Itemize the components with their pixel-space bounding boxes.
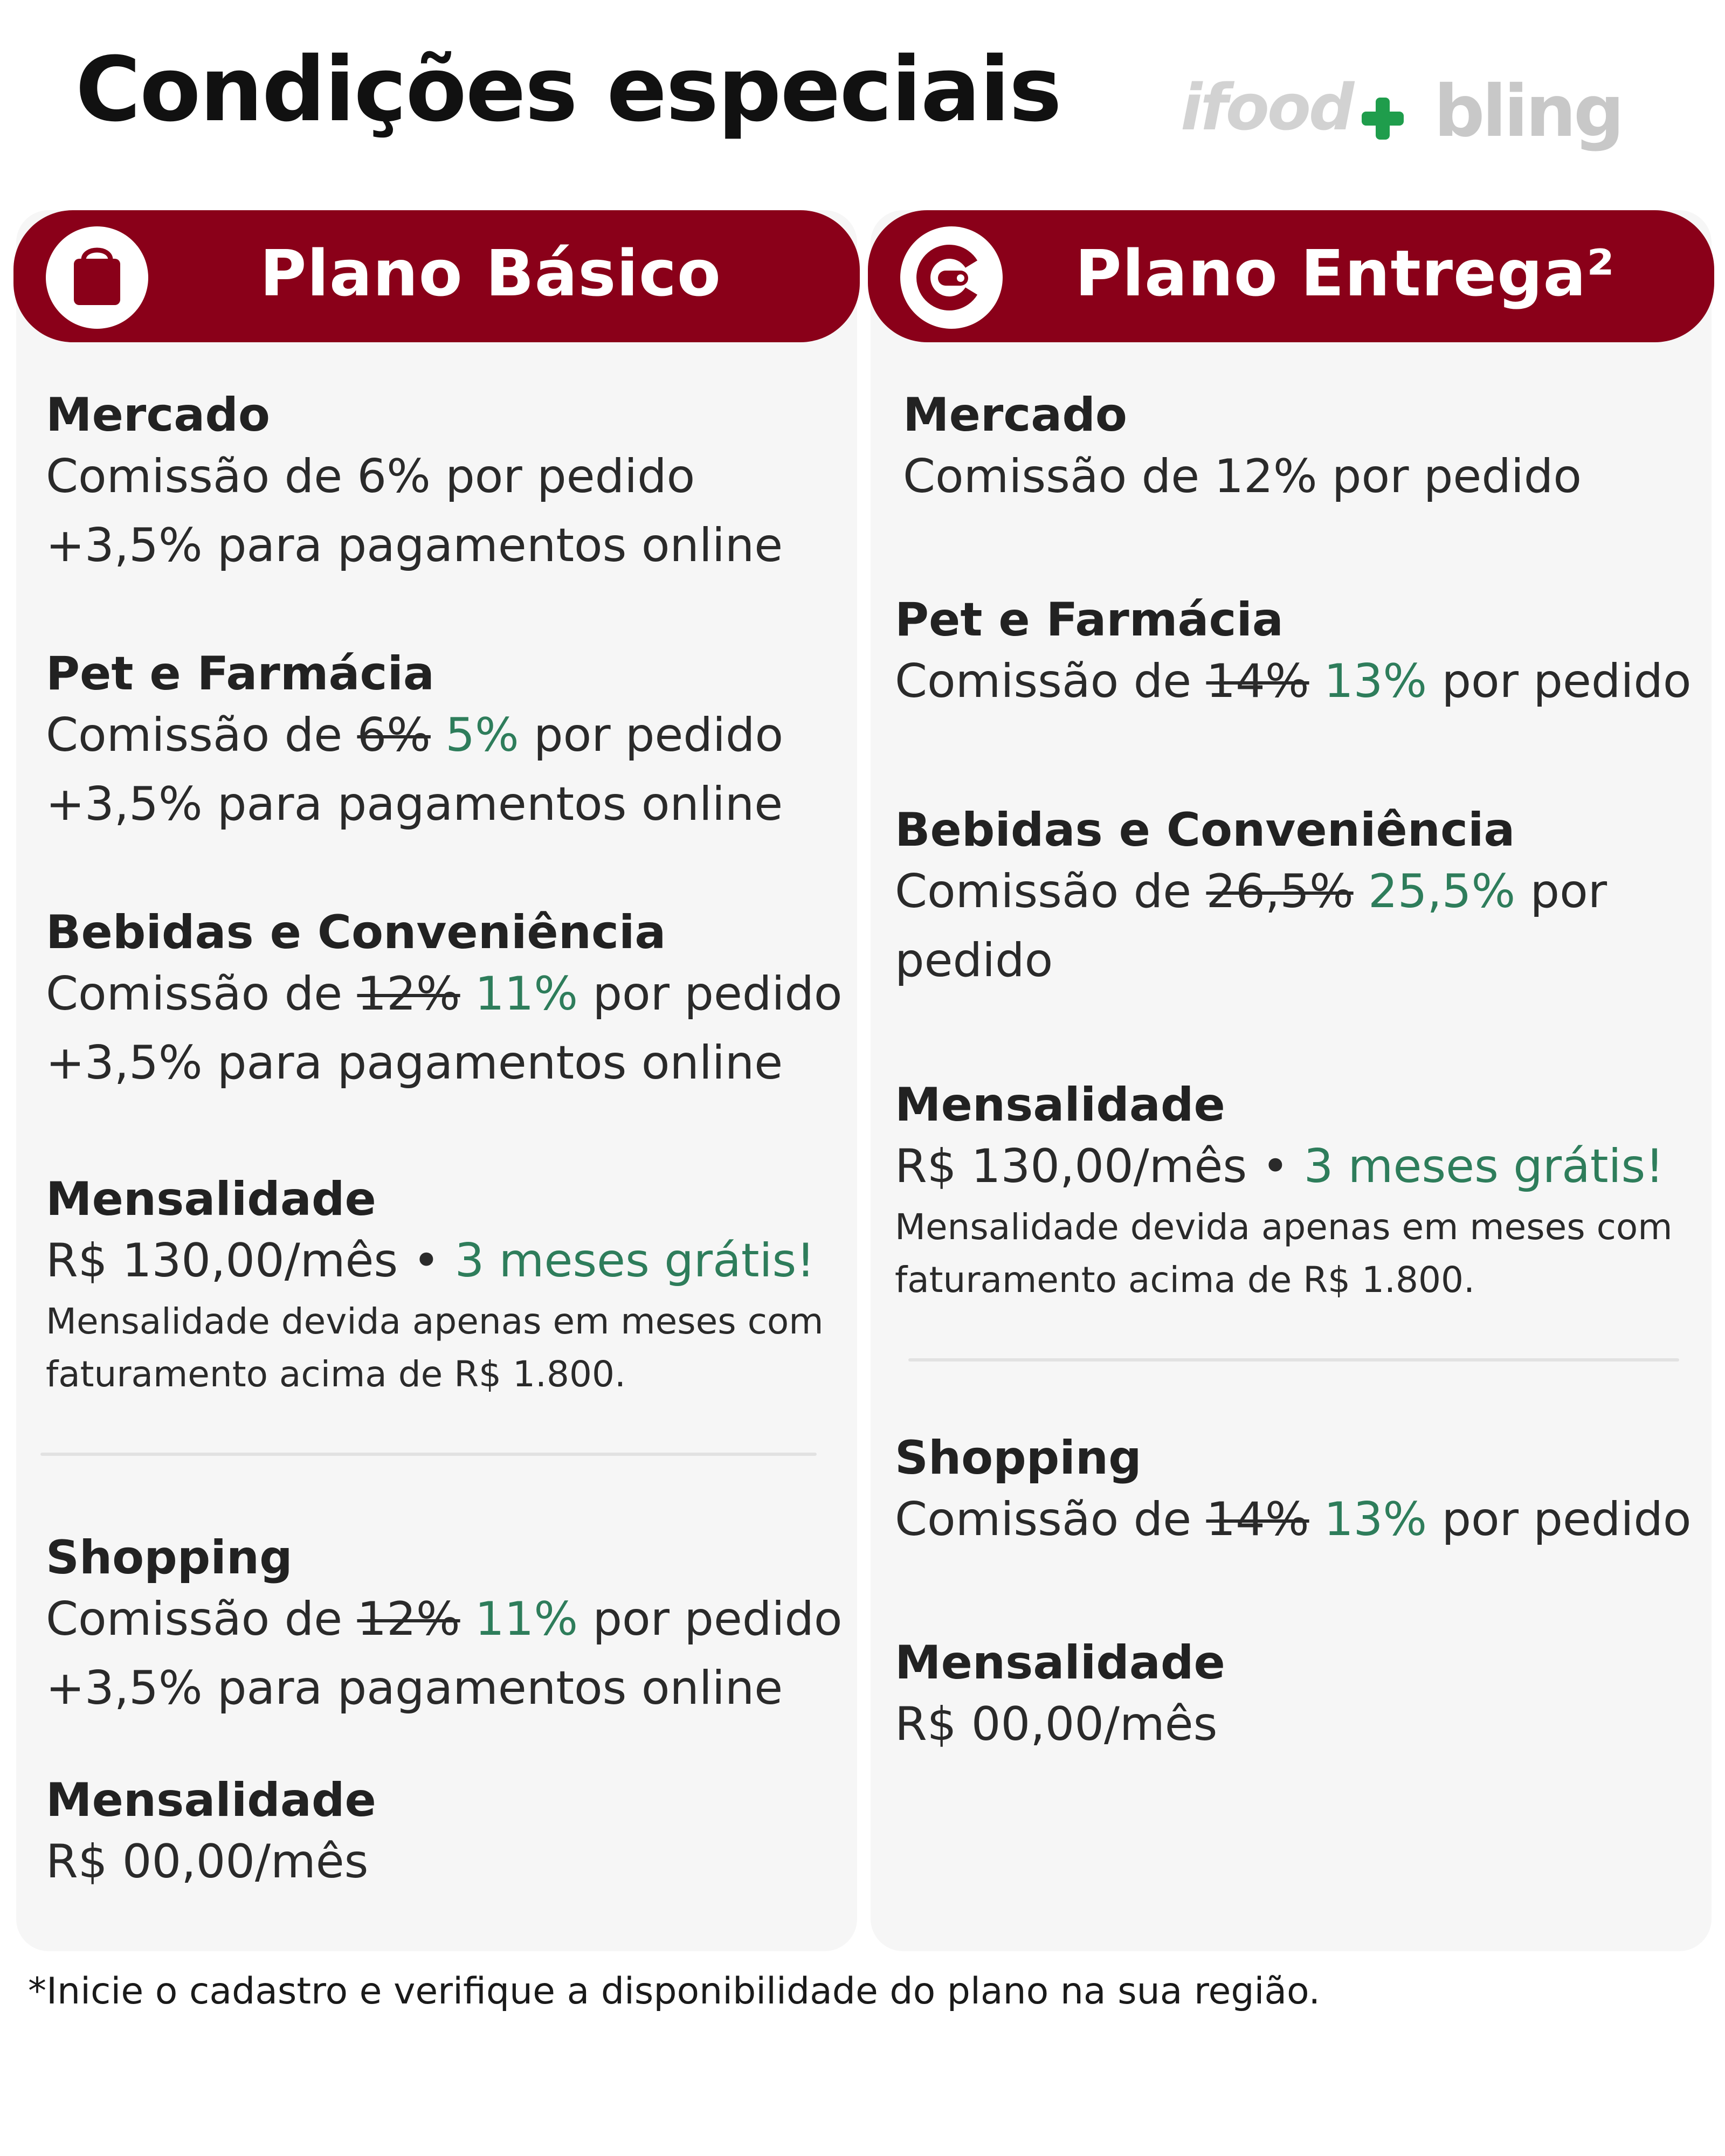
section-pet-farmacia	[46, 647, 836, 839]
online-payment-line: +3,5% para pagamentos online	[46, 1036, 783, 1090]
commission-suffix: por pedido	[534, 708, 784, 762]
old-rate: 26,5%	[1206, 865, 1354, 918]
old-rate: 12%	[357, 1592, 460, 1646]
commission-prefix: Comissão de	[895, 1492, 1192, 1546]
new-rate: 11%	[474, 967, 578, 1021]
commission-suffix: por pedido	[592, 1592, 843, 1646]
divider	[908, 1358, 1679, 1362]
monthly-price: R$ 130,00/mês	[895, 1139, 1247, 1193]
note-line: faturamento acima de R$ 1.800.	[46, 1353, 626, 1395]
old-rate: 14%	[1206, 654, 1309, 708]
new-rate: 13%	[1323, 654, 1427, 708]
commission-prefix: Comissão de	[46, 708, 343, 762]
section-shopping	[46, 1531, 843, 1723]
commission-prefix: Comissão de	[46, 967, 343, 1021]
commission-line	[46, 701, 836, 770]
section-shopping-mensalidade	[46, 1773, 836, 1896]
commission-suffix: por pedido	[592, 967, 843, 1021]
commission-line	[46, 1585, 843, 1654]
commission-suffix: por pedido	[1441, 1492, 1692, 1546]
commission-prefix: Comissão de	[895, 865, 1192, 918]
plus-icon	[1358, 94, 1407, 143]
section-bebidas	[46, 906, 843, 1097]
plan-card-basico	[16, 210, 857, 1951]
old-rate: 14%	[1206, 1492, 1309, 1546]
section-bebidas	[895, 803, 1690, 995]
section-title: Mercado	[46, 388, 270, 442]
separator-dot: •	[412, 1234, 440, 1288]
promo-text: 3 meses grátis!	[454, 1234, 815, 1288]
commission-line	[895, 647, 1690, 716]
old-rate: 6%	[357, 708, 431, 762]
price-line	[895, 1132, 1690, 1201]
section-shopping	[895, 1431, 1690, 1554]
new-rate: 25,5%	[1368, 865, 1516, 918]
section-title: Mercado	[903, 388, 1127, 442]
note-line: faturamento acima de R$ 1.800.	[895, 1259, 1475, 1301]
section-pet-farmacia	[895, 593, 1690, 716]
commission-suffix: por pedido	[1441, 654, 1692, 708]
section-title: Bebidas e Conveniência	[46, 906, 666, 959]
commission-line: Comissão de 6% por pedido	[46, 450, 695, 503]
monthly-price: R$ 00,00/mês	[46, 1835, 369, 1889]
section-mensalidade	[895, 1078, 1690, 1307]
commission-prefix: Comissão de	[46, 1592, 343, 1646]
plan-header-basico	[13, 210, 860, 342]
section-title: Mensalidade	[46, 1172, 376, 1226]
section-title: Mensalidade	[895, 1636, 1225, 1690]
section-shopping-mensalidade	[895, 1636, 1690, 1759]
section-title: Shopping	[46, 1531, 293, 1585]
plan-title: Plano Entrega²	[1075, 236, 1615, 310]
price-line	[46, 1226, 836, 1295]
section-mensalidade	[46, 1172, 836, 1401]
promo-text: 3 meses grátis!	[1303, 1139, 1664, 1193]
note-line: Mensalidade devida apenas em meses com	[46, 1301, 824, 1342]
note-line: Mensalidade devida apenas em meses com	[895, 1206, 1673, 1248]
new-rate: 13%	[1323, 1492, 1427, 1546]
commission-line-continued: pedido	[895, 934, 1053, 987]
section-title: Mensalidade	[895, 1078, 1225, 1132]
online-payment-line: +3,5% para pagamentos online	[46, 777, 783, 831]
commission-line: Comissão de 12% por pedido	[903, 450, 1582, 503]
monthly-price: R$ 00,00/mês	[895, 1697, 1218, 1751]
commission-line	[895, 857, 1690, 926]
separator-dot: •	[1261, 1139, 1289, 1193]
divider	[40, 1453, 817, 1456]
section-mercado	[46, 388, 836, 580]
section-title: Mensalidade	[46, 1773, 376, 1827]
commission-prefix: Comissão de	[895, 654, 1192, 708]
section-title: Pet e Farmácia	[895, 593, 1284, 647]
commission-suffix: por	[1530, 865, 1607, 918]
section-mercado	[903, 388, 1690, 511]
section-title: Bebidas e Conveniência	[895, 803, 1515, 857]
footnote: *Inicie o cadastro e verifique a disponibilidade do plano na sua região.	[28, 1970, 1321, 2013]
page-title: Condições especiais	[75, 38, 1061, 141]
monthly-price: R$ 130,00/mês	[46, 1234, 398, 1288]
plan-title: Plano Básico	[260, 236, 721, 310]
commission-line	[895, 1485, 1690, 1554]
section-title: Shopping	[895, 1431, 1142, 1485]
plan-card-entrega	[871, 210, 1712, 1951]
online-payment-line: +3,5% para pagamentos online	[46, 519, 783, 572]
commission-line	[46, 959, 843, 1028]
online-payment-line: +3,5% para pagamentos online	[46, 1661, 783, 1715]
ifood-logo: ifood	[1181, 70, 1353, 144]
partner-logos	[1181, 70, 1644, 162]
new-rate: 5%	[445, 708, 519, 762]
new-rate: 11%	[474, 1592, 578, 1646]
section-title: Pet e Farmácia	[46, 647, 434, 701]
bling-logo: bling	[1434, 70, 1622, 153]
old-rate: 12%	[357, 967, 460, 1021]
plan-header-entrega	[868, 210, 1714, 342]
